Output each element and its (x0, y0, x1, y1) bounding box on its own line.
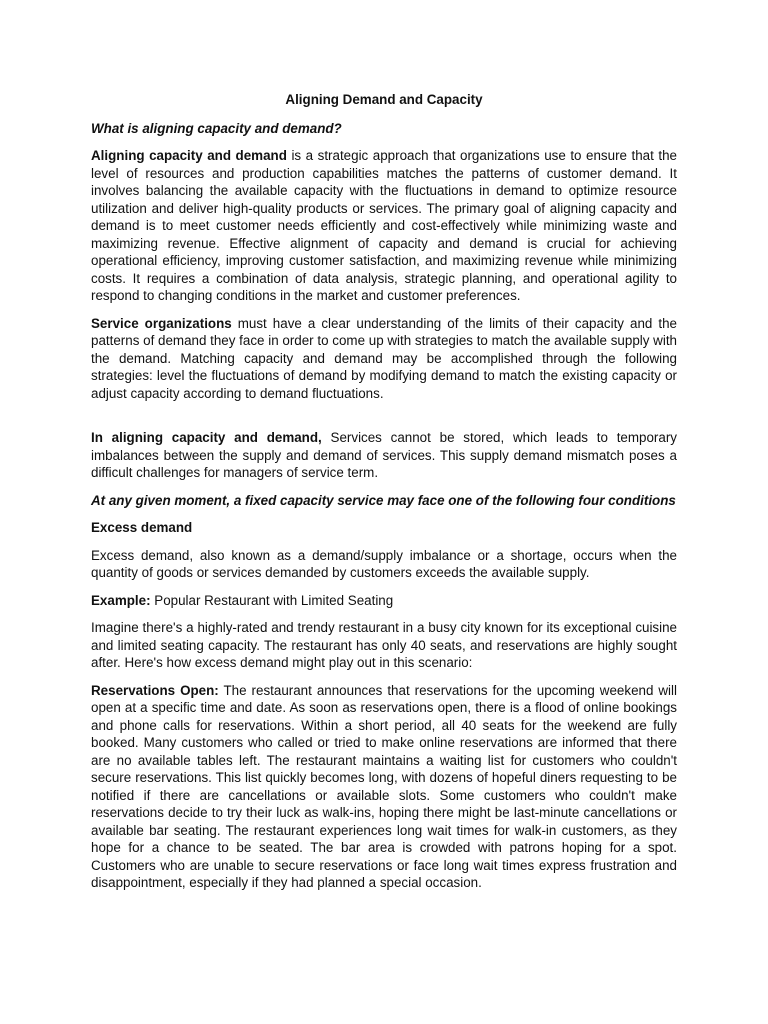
paragraph-imagine: Imagine there's a highly-rated and trendy restaurant in a busy city known for its exceptional cuisine and limited seating capacity. The restaurant has only 40 seats, and reservations are highly sought after. Here's how excess demand might play out in this scenario: (91, 620, 677, 670)
paragraph-text: must have a clear understanding of the limits of their capacity and the patterns of demand they face in order to come up with strategies to match the available supply with the demand. Matching capacity and demand may be accomplished through the following strategies: level the fluctuations of demand by modifying demand to match the existing capacity or adjust capacity according to demand fluctuations. (91, 315, 678, 401)
conditions-heading: At any given moment, a fixed capacity service may face one of the following four conditions (91, 492, 676, 508)
paragraph-excess-demand: Excess demand, also known as a demand/supply imbalance or a shortage, occurs when the quantity of goods or services demanded by customers exceeds the available supply. (91, 547, 677, 580)
paragraph-text: Popular Restaurant with Limited Seating (150, 592, 394, 608)
paragraph-service-organizations (91, 315, 677, 403)
paragraph-example (91, 592, 677, 610)
paragraph-aligning (91, 147, 677, 305)
paragraph-lead: Service organizations (91, 315, 232, 331)
document-page (91, 91, 677, 902)
paragraph-text: The restaurant announces that reservations for the upcoming weekend will open at a specific time and date. As soon as reservations open, there is a flood of online bookings and phone calls for reservations. Within a short period, all 40 seats for the weekend are fully booked. Many customers who called or tried to make online reservations are informed that there are no available tables left. The restaurant maintains a waiting list for customers who couldn't secure reservations. This list quickly becomes long, with dozens of hopeful diners requesting to be notified if there are cancellations or available slots. Some customers who couldn't make reservations decide to try their luck as walk-ins, hoping there might be last-minute cancellations or available bar seating. The restaurant experiences long wait times for walk-in customers, as they hope for a chance to be seated. The bar area is crowded with patrons hoping for a spot. Customers who are unable to secure reservations or face long wait times express frustration and disappointment, especially if they had planned a special occasion. (91, 682, 677, 890)
paragraph-text: is a strategic approach that organizations use to ensure that the level of resources and production capabilities matches the patterns of customer demand. It involves balancing the available capacity with the fluctuations in demand to optimize resource utilization and deliver high-quality products or services. The primary goal of aligning capacity and demand is to meet customer needs efficiently and cost-effectively while minimizing waste and maximizing revenue. Effective alignment of capacity and demand is crucial for achieving operational efficiency, improving customer satisfaction, and maximizing revenue while minimizing costs. It requires a combination of data analysis, strategic planning, and operational agility to respond to changing conditions in the market and customer preferences. (91, 148, 678, 303)
excess-demand-heading: Excess demand (91, 520, 193, 535)
paragraph-lead: Reservations Open: (91, 682, 219, 698)
paragraph-lead: Example: (91, 592, 151, 608)
paragraph-lead: In aligning capacity and demand, (91, 430, 322, 445)
section-question: What is aligning capacity and demand? (91, 120, 342, 136)
paragraph-text: Services cannot be stored, which leads to temporary imbalances between the supply and demand of services. This supply demand mismatch poses a difficult challenges for managers of service term. (91, 430, 677, 480)
paragraph-in-aligning (91, 429, 677, 482)
page-title: Aligning Demand and Capacity (285, 92, 483, 107)
paragraph-reservations-open (91, 682, 677, 892)
spacer (91, 412, 677, 429)
paragraph-lead: Aligning capacity and demand (91, 148, 287, 163)
